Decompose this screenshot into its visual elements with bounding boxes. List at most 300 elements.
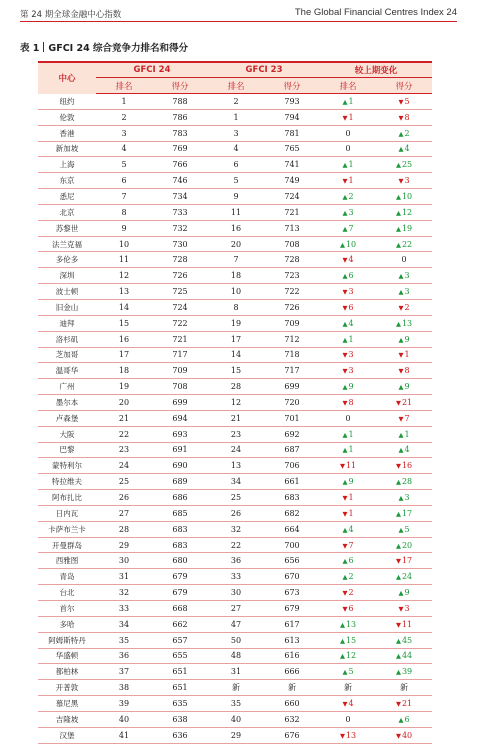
rank-change bbox=[320, 490, 376, 506]
gfci24-rank bbox=[96, 141, 152, 157]
city-name-value: 广州 bbox=[59, 382, 75, 392]
gfci24-rank bbox=[96, 537, 152, 553]
score-change-value: 20 bbox=[401, 540, 413, 550]
gfci24-rank-value: 4 bbox=[121, 144, 127, 154]
score-change-value: 4 bbox=[404, 445, 410, 455]
triangle-down-icon: ▼ bbox=[395, 620, 401, 629]
triangle-up-icon: ▲ bbox=[398, 446, 404, 455]
table-row bbox=[38, 94, 432, 110]
gfci24-rank bbox=[96, 569, 152, 585]
gfci24-score-value: 635 bbox=[172, 698, 188, 708]
gfci23-rank-value: 17 bbox=[230, 334, 242, 344]
table-row bbox=[38, 268, 432, 284]
score-change bbox=[376, 616, 432, 632]
gfci24-score bbox=[152, 569, 208, 585]
gfci24-rank-value: 3 bbox=[121, 128, 127, 138]
score-change bbox=[376, 680, 432, 696]
gfci23-score bbox=[264, 616, 320, 632]
city-name bbox=[38, 664, 96, 680]
score-change bbox=[376, 379, 432, 395]
gfci23-score bbox=[264, 442, 320, 458]
rank-change-value: 2 bbox=[348, 191, 354, 201]
city-name-value: 都柏林 bbox=[55, 667, 79, 677]
gfci24-rank-value: 38 bbox=[118, 683, 130, 693]
rank-change bbox=[320, 505, 376, 521]
score-change-value: 10 bbox=[401, 191, 413, 201]
gfci24-rank bbox=[96, 331, 152, 347]
rank-change-value: 6 bbox=[348, 302, 354, 312]
gfci24-rank-value: 23 bbox=[118, 445, 130, 455]
rank-change bbox=[320, 553, 376, 569]
rank-change-value: 2 bbox=[348, 572, 354, 582]
col-header-gfci23: GFCI 23 bbox=[208, 62, 320, 78]
gfci23-score bbox=[264, 189, 320, 205]
rank-change bbox=[320, 331, 376, 347]
gfci24-rank-value: 12 bbox=[118, 271, 130, 281]
gfci23-rank bbox=[208, 696, 264, 712]
gfci23-rank-value: 34 bbox=[230, 477, 242, 487]
gfci23-rank-value: 26 bbox=[230, 508, 242, 518]
score-change bbox=[376, 569, 432, 585]
gfci24-score bbox=[152, 426, 208, 442]
gfci23-rank-value: 20 bbox=[230, 239, 242, 249]
table-row bbox=[38, 648, 432, 664]
score-change-value: 44 bbox=[401, 651, 413, 661]
city-name bbox=[38, 711, 96, 727]
gfci23-rank-value: 10 bbox=[230, 287, 242, 297]
gfci24-score bbox=[152, 379, 208, 395]
city-name-value: 阿姆斯特丹 bbox=[48, 635, 86, 645]
city-name-value: 卢森堡 bbox=[55, 413, 79, 423]
col-header-rank: 排名 bbox=[320, 78, 376, 94]
gfci23-score-value: 664 bbox=[284, 524, 300, 534]
gfci23-rank-value: 4 bbox=[233, 144, 239, 154]
score-change bbox=[376, 395, 432, 411]
rank-change bbox=[320, 299, 376, 315]
city-name bbox=[38, 727, 96, 743]
gfci23-rank bbox=[208, 395, 264, 411]
gfci24-score-value: 709 bbox=[172, 366, 188, 376]
score-change bbox=[376, 553, 432, 569]
triangle-up-icon: ▲ bbox=[339, 652, 345, 661]
gfci24-score bbox=[152, 189, 208, 205]
gfci24-score bbox=[152, 410, 208, 426]
gfci23-rank bbox=[208, 521, 264, 537]
gfci23-score-value: 718 bbox=[284, 350, 300, 360]
triangle-up-icon: ▲ bbox=[342, 319, 348, 328]
caption-title: GFCI 24 综合竞争力排名和得分 bbox=[48, 43, 189, 54]
rank-change bbox=[320, 236, 376, 252]
gfci24-score bbox=[152, 601, 208, 617]
gfci23-rank bbox=[208, 632, 264, 648]
gfci24-score-value: 786 bbox=[172, 112, 188, 122]
city-name bbox=[38, 537, 96, 553]
score-change-value: 3 bbox=[404, 493, 410, 503]
triangle-up-icon: ▲ bbox=[398, 525, 404, 534]
gfci23-score bbox=[264, 299, 320, 315]
gfci23-rank-value: 50 bbox=[230, 635, 242, 645]
city-name bbox=[38, 236, 96, 252]
triangle-down-icon: ▼ bbox=[395, 398, 401, 407]
caption-separator bbox=[43, 42, 44, 52]
gfci23-rank-value: 13 bbox=[230, 461, 242, 471]
triangle-down-icon: ▼ bbox=[398, 177, 404, 186]
city-name-value: 上海 bbox=[59, 160, 75, 170]
gfci24-score-value: 691 bbox=[172, 445, 188, 455]
gfci24-score bbox=[152, 94, 208, 110]
gfci23-rank bbox=[208, 648, 264, 664]
gfci24-rank bbox=[96, 268, 152, 284]
gfci24-rank bbox=[96, 521, 152, 537]
triangle-up-icon: ▲ bbox=[342, 335, 348, 344]
gfci23-score-value: 709 bbox=[284, 318, 300, 328]
gfci23-score bbox=[264, 204, 320, 220]
rank-change bbox=[320, 410, 376, 426]
table-row bbox=[38, 727, 432, 743]
gfci23-rank bbox=[208, 379, 264, 395]
gfci24-score bbox=[152, 315, 208, 331]
table-row bbox=[38, 505, 432, 521]
score-change bbox=[376, 711, 432, 727]
gfci24-rank-value: 16 bbox=[118, 334, 130, 344]
triangle-down-icon: ▼ bbox=[398, 351, 404, 360]
gfci23-score bbox=[264, 379, 320, 395]
rank-change bbox=[320, 204, 376, 220]
score-change-value: 8 bbox=[404, 366, 410, 376]
gfci23-score-value: 616 bbox=[284, 651, 300, 661]
city-name-value: 汉堡 bbox=[59, 730, 75, 740]
gfci23-score bbox=[264, 521, 320, 537]
rank-change-value: 6 bbox=[348, 603, 354, 613]
gfci23-rank bbox=[208, 537, 264, 553]
score-change bbox=[376, 474, 432, 490]
gfci23-score-value: 713 bbox=[284, 223, 300, 233]
gfci24-rank-value: 21 bbox=[118, 413, 130, 423]
score-change-value: 24 bbox=[401, 572, 413, 582]
city-name bbox=[38, 109, 96, 125]
table-row bbox=[38, 537, 432, 553]
table-row bbox=[38, 204, 432, 220]
gfci23-rank-value: 29 bbox=[230, 730, 242, 740]
city-name bbox=[38, 696, 96, 712]
gfci24-rank bbox=[96, 189, 152, 205]
gfci23-rank bbox=[208, 157, 264, 173]
gfci23-score-value: 679 bbox=[284, 603, 300, 613]
score-change bbox=[376, 505, 432, 521]
city-name bbox=[38, 680, 96, 696]
triangle-down-icon: ▼ bbox=[395, 462, 401, 471]
gfci23-rank bbox=[208, 616, 264, 632]
gfci24-score-value: 693 bbox=[172, 429, 188, 439]
city-name-value: 日内瓦 bbox=[55, 508, 79, 518]
col-header-rank: 排名 bbox=[208, 78, 264, 94]
table-row bbox=[38, 189, 432, 205]
gfci24-rank-value: 33 bbox=[118, 603, 130, 613]
gfci24-score-value: 679 bbox=[172, 588, 188, 598]
triangle-up-icon: ▲ bbox=[398, 129, 404, 138]
gfci24-score bbox=[152, 442, 208, 458]
table-row bbox=[38, 426, 432, 442]
score-change bbox=[376, 442, 432, 458]
gfci24-rank-value: 19 bbox=[118, 382, 130, 392]
table-row bbox=[38, 585, 432, 601]
gfci24-score-value: 783 bbox=[172, 128, 188, 138]
caption-label: 表 1 bbox=[20, 43, 40, 54]
table-row bbox=[38, 458, 432, 474]
table-row bbox=[38, 553, 432, 569]
rank-change-value: 0 bbox=[345, 144, 351, 154]
city-name-value: 多哈 bbox=[59, 619, 75, 629]
gfci24-rank bbox=[96, 109, 152, 125]
rank-change bbox=[320, 426, 376, 442]
gfci24-score-value: 686 bbox=[172, 493, 188, 503]
table-row bbox=[38, 680, 432, 696]
gfci23-rank-value: 11 bbox=[230, 207, 242, 217]
col-header-score: 得分 bbox=[152, 78, 208, 94]
rank-change bbox=[320, 537, 376, 553]
gfci24-score bbox=[152, 252, 208, 268]
rank-change bbox=[320, 521, 376, 537]
gfci23-score-value: 670 bbox=[284, 572, 300, 582]
gfci23-rank-value: 6 bbox=[233, 160, 239, 170]
gfci24-rank bbox=[96, 680, 152, 696]
score-change-value: 11 bbox=[401, 619, 413, 629]
rank-change-value: 8 bbox=[348, 397, 354, 407]
triangle-down-icon: ▼ bbox=[342, 699, 348, 708]
col-header-score: 得分 bbox=[264, 78, 320, 94]
gfci23-rank bbox=[208, 315, 264, 331]
gfci23-score-value: 723 bbox=[284, 271, 300, 281]
score-change-value: 3 bbox=[404, 176, 410, 186]
gfci23-rank-value: 35 bbox=[230, 698, 242, 708]
gfci24-rank bbox=[96, 236, 152, 252]
score-change-value: 3 bbox=[404, 603, 410, 613]
gfci23-rank-value: 9 bbox=[233, 191, 239, 201]
city-name bbox=[38, 553, 96, 569]
rank-change bbox=[320, 616, 376, 632]
city-name bbox=[38, 315, 96, 331]
city-name-value: 温哥华 bbox=[55, 366, 79, 376]
triangle-up-icon: ▲ bbox=[398, 288, 404, 297]
triangle-up-icon: ▲ bbox=[395, 668, 401, 677]
gfci24-score-value: 655 bbox=[172, 651, 188, 661]
gfci23-score-value: 666 bbox=[284, 667, 300, 677]
gfci24-score bbox=[152, 458, 208, 474]
gfci24-score-value: 685 bbox=[172, 508, 188, 518]
gfci24-rank bbox=[96, 474, 152, 490]
city-name bbox=[38, 379, 96, 395]
rank-change-value: 1 bbox=[348, 445, 354, 455]
city-name-value: 波士顿 bbox=[55, 287, 79, 297]
gfci24-rank bbox=[96, 284, 152, 300]
gfci23-score bbox=[264, 458, 320, 474]
score-change bbox=[376, 648, 432, 664]
city-name-value: 西雅图 bbox=[55, 556, 79, 566]
gfci23-score bbox=[264, 363, 320, 379]
city-name-value: 东京 bbox=[59, 176, 75, 186]
triangle-down-icon: ▼ bbox=[398, 367, 404, 376]
gfci23-rank bbox=[208, 173, 264, 189]
gfci24-score bbox=[152, 632, 208, 648]
table-row bbox=[38, 442, 432, 458]
gfci23-score bbox=[264, 141, 320, 157]
gfci23-score bbox=[264, 331, 320, 347]
table-row bbox=[38, 347, 432, 363]
score-change bbox=[376, 632, 432, 648]
rank-change-value: 4 bbox=[348, 698, 354, 708]
score-change-value: 9 bbox=[404, 334, 410, 344]
gfci24-rank bbox=[96, 94, 152, 110]
gfci23-score-value: 682 bbox=[284, 508, 300, 518]
gfci23-score bbox=[264, 315, 320, 331]
gfci23-rank-value: 7 bbox=[233, 255, 239, 265]
gfci23-score bbox=[264, 252, 320, 268]
gfci23-score bbox=[264, 220, 320, 236]
gfci24-rank bbox=[96, 664, 152, 680]
triangle-down-icon: ▼ bbox=[398, 97, 404, 106]
score-change-value: 9 bbox=[404, 382, 410, 392]
gfci23-rank bbox=[208, 204, 264, 220]
gfci23-rank-value: 28 bbox=[230, 382, 242, 392]
triangle-up-icon: ▲ bbox=[395, 224, 401, 233]
score-change-value: 21 bbox=[401, 698, 413, 708]
gfci24-rank-value: 13 bbox=[118, 287, 130, 297]
score-change bbox=[376, 727, 432, 743]
rank-change-value: 9 bbox=[348, 477, 354, 487]
gfci23-score-value: 706 bbox=[284, 461, 300, 471]
score-change bbox=[376, 490, 432, 506]
rank-change bbox=[320, 664, 376, 680]
rank-change-value: 1 bbox=[348, 96, 354, 106]
city-name-value: 伦敦 bbox=[59, 112, 75, 122]
triangle-down-icon: ▼ bbox=[342, 541, 348, 550]
gfci24-score-value: 683 bbox=[172, 540, 188, 550]
gfci24-score bbox=[152, 173, 208, 189]
table-row bbox=[38, 521, 432, 537]
triangle-up-icon: ▲ bbox=[398, 494, 404, 503]
city-name-value: 首尔 bbox=[59, 603, 75, 613]
gfci24-rank-value: 36 bbox=[118, 651, 130, 661]
gfci23-rank-value: 25 bbox=[230, 493, 242, 503]
gfci24-rank bbox=[96, 505, 152, 521]
city-name bbox=[38, 458, 96, 474]
score-change-value: 2 bbox=[404, 128, 410, 138]
rank-change bbox=[320, 315, 376, 331]
triangle-up-icon: ▲ bbox=[342, 383, 348, 392]
triangle-up-icon: ▲ bbox=[395, 208, 401, 217]
gfci23-score bbox=[264, 347, 320, 363]
gfci23-score-value: 726 bbox=[284, 302, 300, 312]
rank-change-value: 1 bbox=[348, 429, 354, 439]
gfci23-score-value: 794 bbox=[284, 112, 300, 122]
triangle-up-icon: ▲ bbox=[342, 557, 348, 566]
gfci24-rank bbox=[96, 458, 152, 474]
score-change-value: 0 bbox=[401, 255, 407, 265]
gfci23-rank-value: 22 bbox=[230, 540, 242, 550]
gfci24-score-value: 680 bbox=[172, 556, 188, 566]
triangle-up-icon: ▲ bbox=[395, 192, 401, 201]
city-name-value: 洛杉矶 bbox=[55, 334, 79, 344]
triangle-down-icon: ▼ bbox=[342, 604, 348, 613]
gfci24-score bbox=[152, 141, 208, 157]
gfci24-rank bbox=[96, 442, 152, 458]
gfci23-score bbox=[264, 410, 320, 426]
city-name bbox=[38, 616, 96, 632]
score-change bbox=[376, 109, 432, 125]
triangle-down-icon: ▼ bbox=[342, 494, 348, 503]
table-caption bbox=[20, 40, 188, 54]
gfci24-score bbox=[152, 696, 208, 712]
gfci23-score bbox=[264, 664, 320, 680]
score-change-value: 17 bbox=[401, 556, 413, 566]
score-change bbox=[376, 331, 432, 347]
score-change-value: 12 bbox=[401, 207, 413, 217]
triangle-up-icon: ▲ bbox=[398, 383, 404, 392]
gfci23-score-value: 728 bbox=[284, 255, 300, 265]
table-row bbox=[38, 664, 432, 680]
gfci24-rank bbox=[96, 299, 152, 315]
triangle-down-icon: ▼ bbox=[339, 731, 345, 740]
triangle-up-icon: ▲ bbox=[342, 208, 348, 217]
triangle-up-icon: ▲ bbox=[395, 573, 401, 582]
gfci24-score-value: 694 bbox=[172, 413, 188, 423]
gfci24-rank-value: 41 bbox=[118, 730, 130, 740]
city-name bbox=[38, 474, 96, 490]
rank-change-value: 1 bbox=[348, 508, 354, 518]
score-change-value: 28 bbox=[401, 477, 413, 487]
triangle-down-icon: ▼ bbox=[395, 731, 401, 740]
gfci23-rank bbox=[208, 236, 264, 252]
gfci23-score bbox=[264, 94, 320, 110]
gfci23-rank bbox=[208, 426, 264, 442]
gfci24-score-value: 734 bbox=[172, 191, 188, 201]
score-change bbox=[376, 315, 432, 331]
score-change bbox=[376, 252, 432, 268]
score-change bbox=[376, 410, 432, 426]
city-name bbox=[38, 268, 96, 284]
rank-change-value: 1 bbox=[348, 334, 354, 344]
gfci24-score-value: 733 bbox=[172, 207, 188, 217]
gfci23-score-value: 793 bbox=[284, 96, 300, 106]
city-name-value: 卡萨布兰卡 bbox=[48, 524, 86, 534]
gfci23-score bbox=[264, 680, 320, 696]
gfci23-score bbox=[264, 696, 320, 712]
gfci23-rank bbox=[208, 680, 264, 696]
rank-change-value: 6 bbox=[348, 271, 354, 281]
rank-change bbox=[320, 458, 376, 474]
city-name bbox=[38, 252, 96, 268]
rank-change-value: 4 bbox=[348, 318, 354, 328]
triangle-up-icon: ▲ bbox=[342, 97, 348, 106]
gfci24-score-value: 689 bbox=[172, 477, 188, 487]
gfci24-score bbox=[152, 268, 208, 284]
table-row bbox=[38, 236, 432, 252]
score-change bbox=[376, 173, 432, 189]
rank-change-value: 7 bbox=[348, 540, 354, 550]
gfci23-rank bbox=[208, 284, 264, 300]
triangle-up-icon: ▲ bbox=[342, 668, 348, 677]
gfci24-score bbox=[152, 648, 208, 664]
gfci24-score bbox=[152, 727, 208, 743]
city-name bbox=[38, 299, 96, 315]
gfci24-score bbox=[152, 474, 208, 490]
city-name bbox=[38, 363, 96, 379]
rank-change bbox=[320, 442, 376, 458]
triangle-down-icon: ▼ bbox=[342, 256, 348, 265]
gfci24-score-value: 721 bbox=[172, 334, 188, 344]
rank-change-value: 9 bbox=[348, 382, 354, 392]
header-divider bbox=[20, 21, 457, 22]
